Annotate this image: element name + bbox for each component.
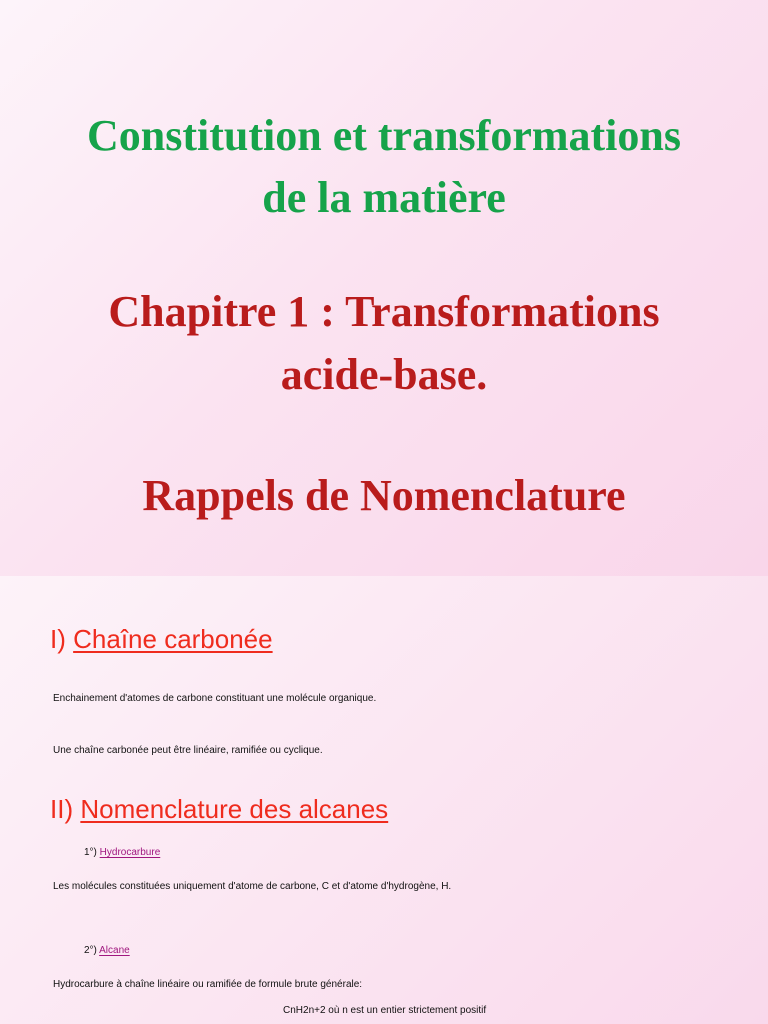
subheading-alcane: [84, 946, 130, 956]
paragraph-types: Une chaîne carbonée peut être linéaire, ramifiée ou cyclique.: [53, 745, 323, 756]
chapter-title-line-1: Chapitre 1 : Transformations: [108, 287, 660, 336]
alcane-link[interactable]: Alcane: [99, 945, 130, 956]
chapter-title-line-2: acide-base.: [280, 350, 488, 399]
content-slide: [0, 576, 768, 1024]
section-number: I): [50, 624, 66, 654]
subtitle: Rappels de Nomenclature: [142, 471, 626, 520]
paragraph-hydrocarbure: Les molécules constituées uniquement d'atome de carbone, C et d'atome d'hydrogène, H.: [53, 881, 452, 892]
subheading-hydrocarbure: [84, 848, 160, 858]
paragraph-alcane: Hydrocarbure à chaîne linéaire ou ramifiée de formule brute générale:: [53, 979, 363, 990]
section-number: II): [50, 794, 74, 824]
course-title-line-2: de la matière: [262, 173, 506, 222]
course-title-line-1: Constitution et transformations: [87, 111, 681, 160]
section-title: Chaîne carbonée: [73, 624, 273, 654]
subheading-number: 1°): [84, 847, 97, 858]
subheading-number: 2°): [84, 945, 97, 956]
paragraph-definition: Enchainement d'atomes de carbone constituant une molécule organique.: [53, 693, 377, 704]
section-heading-chaine: [50, 626, 273, 652]
hydrocarbure-link[interactable]: Hydrocarbure: [99, 847, 161, 858]
general-formula: CnH2n+2 où n est un entier strictement positif: [283, 1005, 487, 1016]
section-heading-nomenclature: [50, 796, 388, 822]
section-title: Nomenclature des alcanes: [80, 794, 389, 824]
